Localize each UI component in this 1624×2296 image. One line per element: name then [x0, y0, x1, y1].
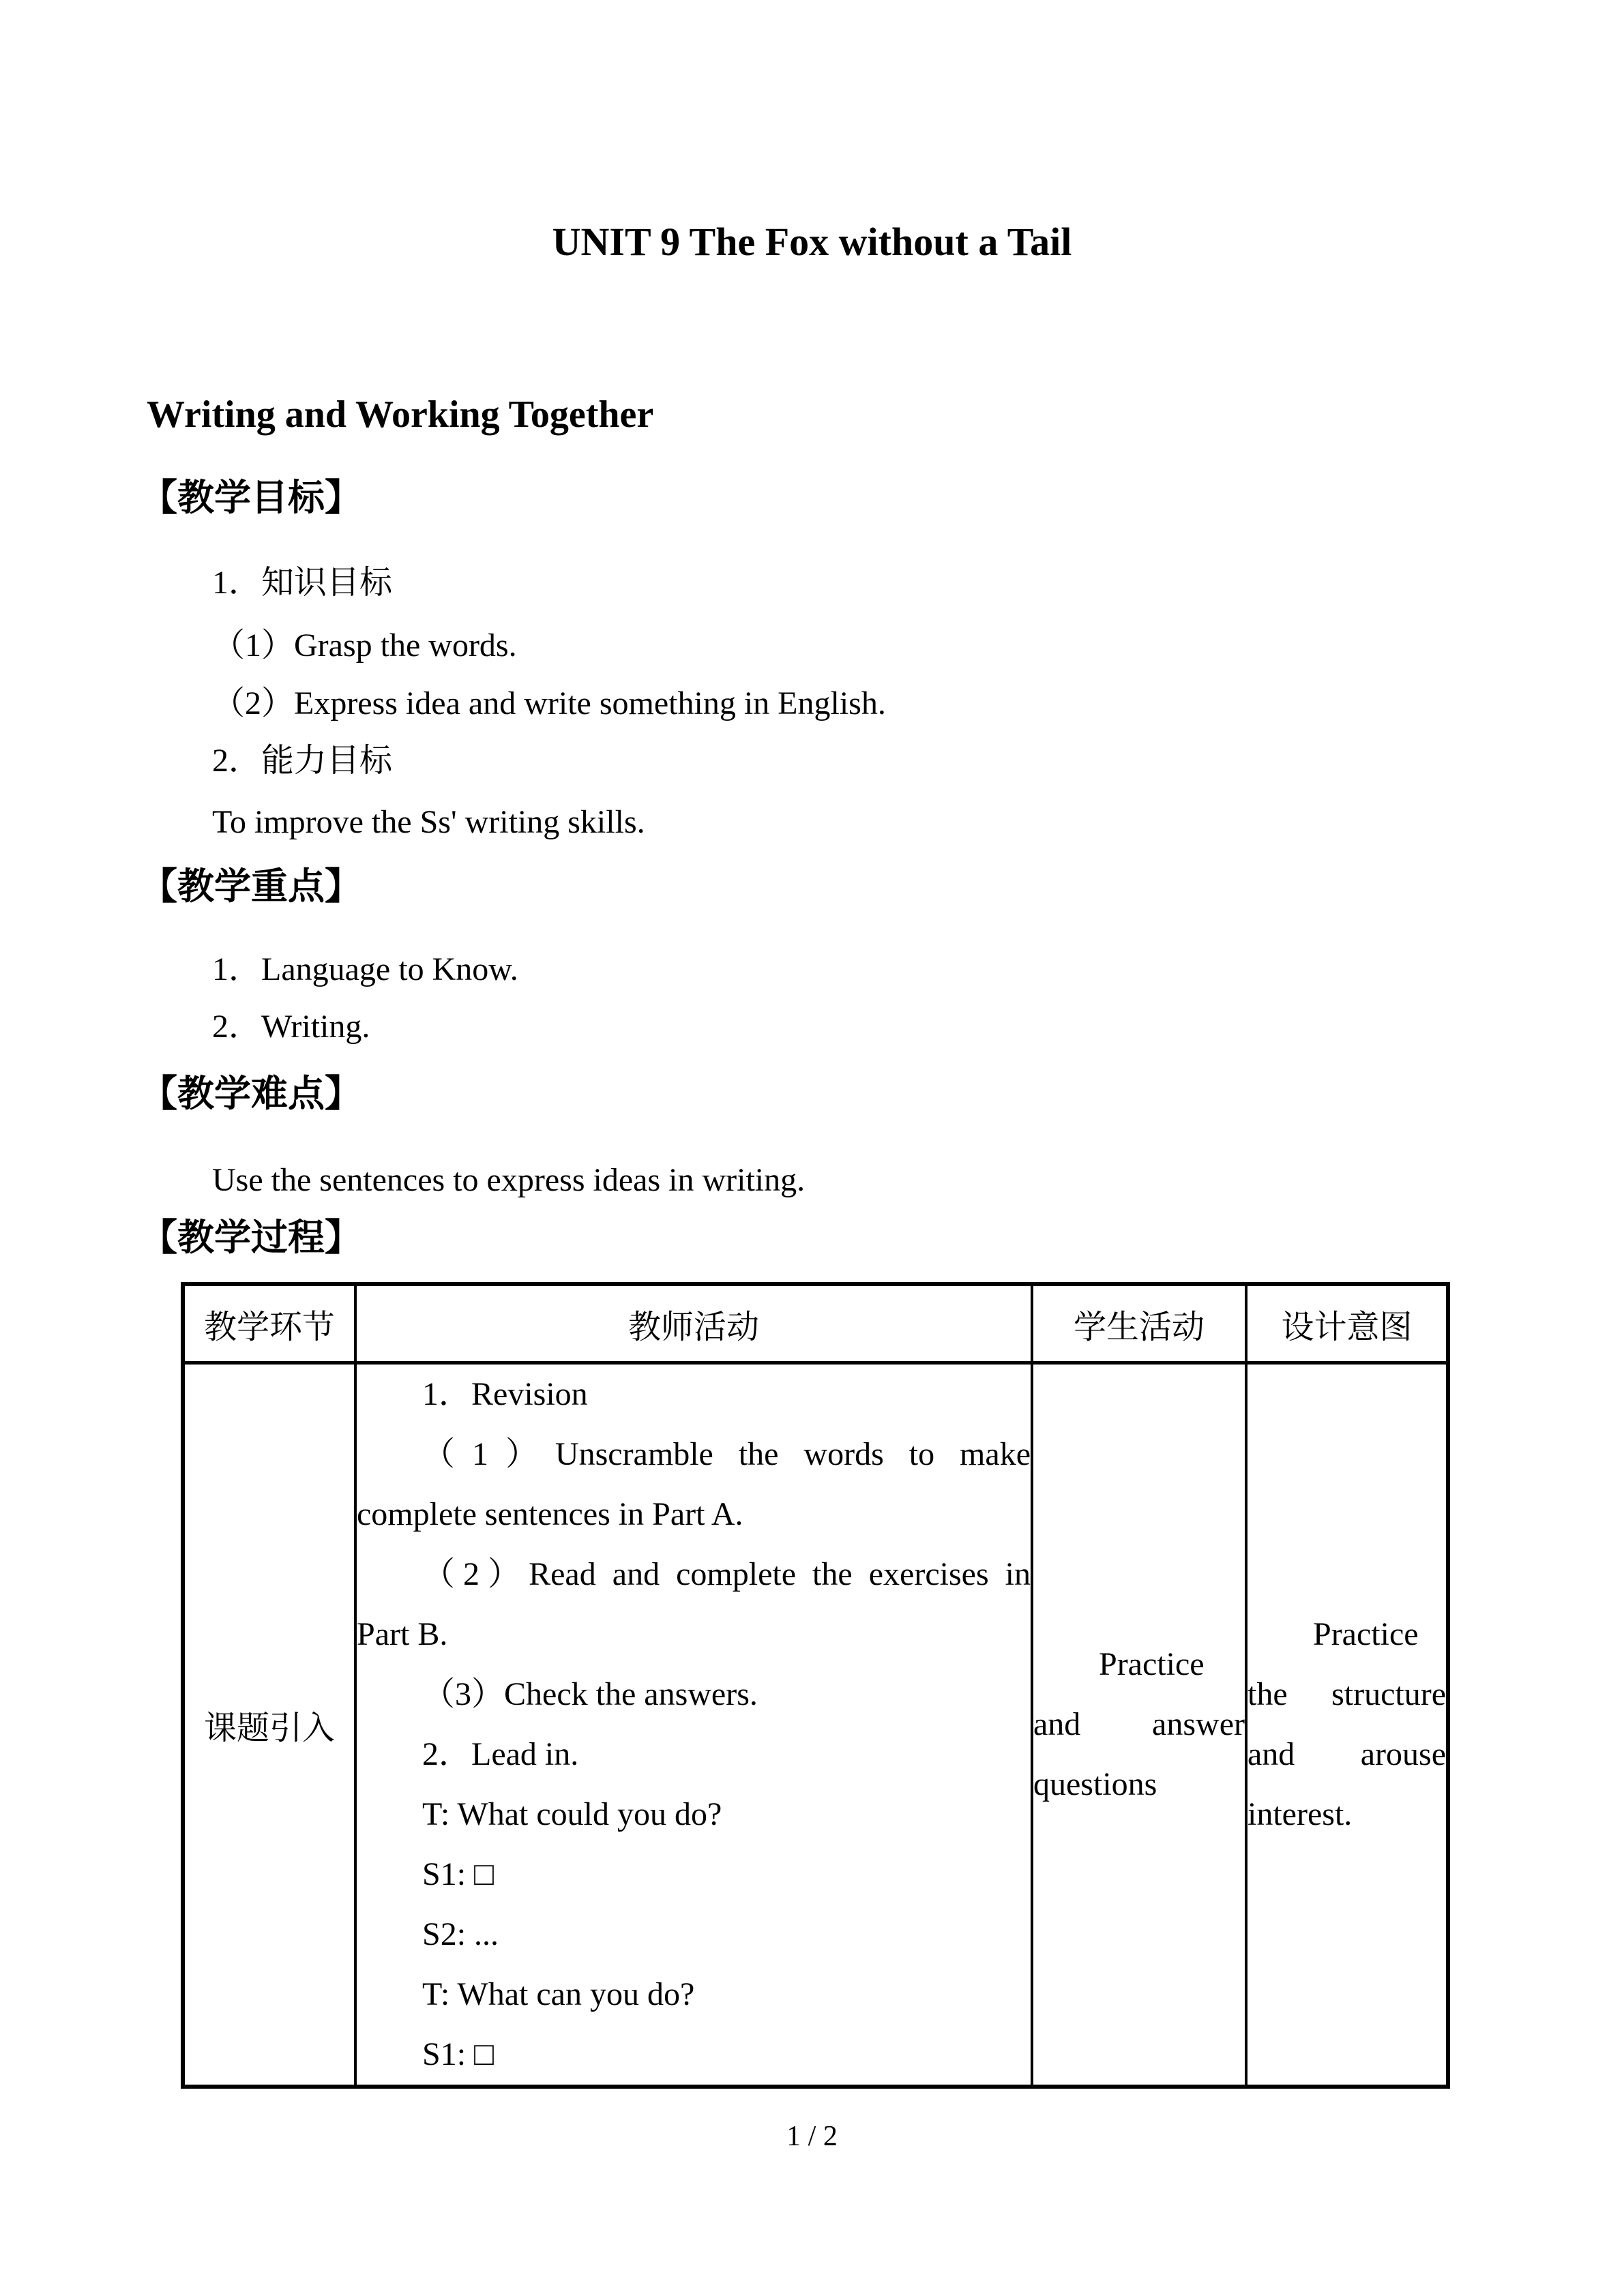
- table-header-row: [183, 1284, 1448, 1363]
- section-title-writing-and-working-together: Writing and Working Together: [147, 393, 654, 436]
- teacher-line-t-what-can: T: What can you do?: [422, 1976, 695, 2012]
- student-line-questions: questions: [1033, 1766, 1157, 1802]
- student-line-practice: Practice: [1099, 1646, 1205, 1682]
- teacher-line-revision: 1．Revision: [422, 1376, 588, 1412]
- teacher-line-check-answers: （3）Check the answers.: [422, 1676, 758, 1712]
- teacher-line-complete-sentences: complete sentences in Part A.: [357, 1496, 743, 1532]
- table-body-row: [183, 1363, 1448, 2087]
- objectives-item-knowledge-goal: 1．知识目标: [212, 565, 393, 601]
- page-number: 1 / 2: [786, 2121, 838, 2152]
- teacher-line-read-complete: （2）Read and complete the exercises in: [422, 1556, 1031, 1592]
- student-activity-cell: [1032, 1363, 1246, 2087]
- column-header-student-activity: 学生活动: [1032, 1284, 1246, 1363]
- intent-line-the-structure: the structure: [1247, 1676, 1446, 1712]
- heading-teaching-key-points: 【教学重点】: [141, 866, 361, 907]
- key-point-item-writing: 2．Writing.: [212, 1009, 370, 1045]
- objectives-item-ability-goal: 2．能力目标: [212, 743, 393, 779]
- column-header-design-intent: 设计意图: [1246, 1284, 1448, 1363]
- heading-teaching-difficulties: 【教学难点】: [141, 1073, 361, 1114]
- objectives-item-improve-skills: To improve the Ss' writing skills.: [212, 804, 645, 840]
- teacher-line-s1-a: S1: □: [422, 1856, 494, 1892]
- objectives-item-express-idea: （2）Express idea and write something in English.: [212, 685, 886, 721]
- teacher-line-s1-b: S1: □: [422, 2036, 494, 2072]
- column-header-teaching-stage: 教学环节: [183, 1284, 355, 1363]
- intent-line-and-arouse: and arouse: [1247, 1736, 1446, 1772]
- teacher-line-s2: S2: ...: [422, 1916, 499, 1952]
- heading-teaching-objectives: 【教学目标】: [141, 477, 361, 518]
- intent-line-practice: Practice: [1313, 1616, 1419, 1652]
- key-point-item-language: 1．Language to Know.: [212, 951, 518, 987]
- teaching-process-table: [181, 1282, 1450, 2089]
- stage-cell: 课题引入: [183, 1363, 355, 2087]
- student-line-and-answer: and answer: [1033, 1706, 1245, 1742]
- teacher-line-unscramble: （1）Unscramble the words to make: [422, 1436, 1031, 1472]
- design-intent-cell: [1246, 1363, 1448, 2087]
- teacher-line-part-b: Part B.: [357, 1616, 448, 1652]
- teacher-activity-cell: [355, 1363, 1032, 2087]
- objectives-item-grasp-words: （1）Grasp the words.: [212, 627, 517, 664]
- teacher-line-lead-in: 2．Lead in.: [422, 1736, 579, 1772]
- column-header-teacher-activity: 教师活动: [355, 1284, 1032, 1363]
- teacher-line-t-what-could: T: What could you do?: [422, 1796, 722, 1832]
- document-title: UNIT 9 The Fox without a Tail: [552, 220, 1072, 264]
- heading-teaching-process: 【教学过程】: [141, 1217, 361, 1258]
- intent-line-interest: interest.: [1247, 1796, 1353, 1832]
- difficulty-item-use-sentences: Use the sentences to express ideas in writing.: [212, 1162, 806, 1198]
